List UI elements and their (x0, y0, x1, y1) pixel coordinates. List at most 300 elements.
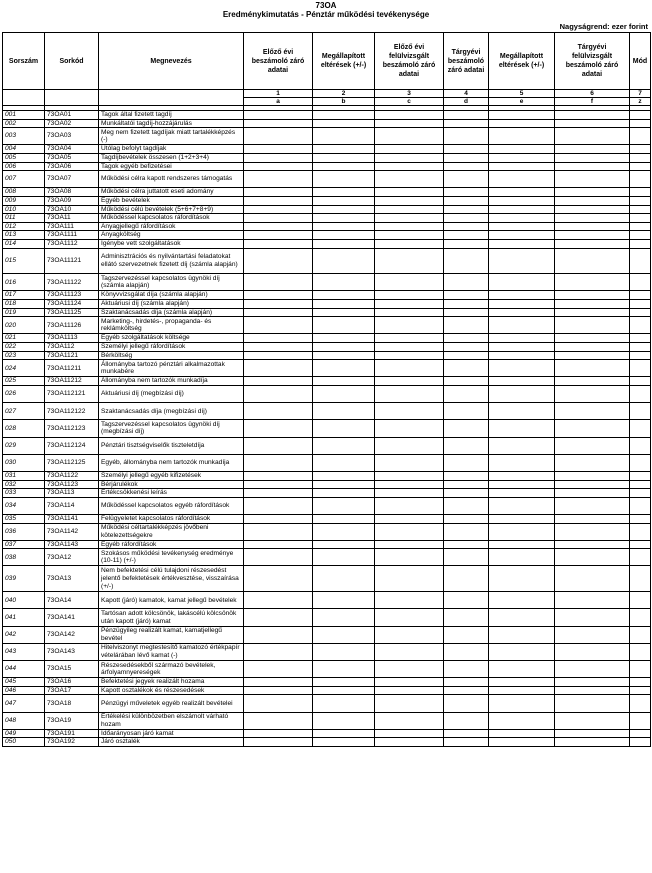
row-name: Működési céltartalékképzés jövőbeni kötelezettségekre (99, 523, 244, 540)
value-cell (489, 248, 555, 274)
value-cell (630, 214, 651, 223)
value-cell (555, 248, 630, 274)
row-code: 73OA11122 (45, 274, 99, 291)
value-cell (630, 317, 651, 334)
value-cell (244, 454, 313, 471)
value-cell (375, 343, 444, 352)
value-cell (444, 626, 489, 643)
value-cell (444, 317, 489, 334)
value-cell (630, 678, 651, 687)
table-row (3, 300, 651, 309)
row-name: Tagszervezéssel kapcsolatos ügynöki díj (megbízási díj) (99, 420, 244, 437)
value-cell (244, 334, 313, 343)
value-cell (375, 661, 444, 678)
value-cell (444, 386, 489, 403)
row-name: Tagszervezéssel kapcsolatos ügynöki díj (számla alapján) (99, 274, 244, 291)
value-cell (630, 497, 651, 514)
value-cell (444, 471, 489, 480)
value-cell (375, 609, 444, 626)
value-cell (244, 377, 313, 386)
value-cell (375, 291, 444, 300)
column-number: 2 (313, 90, 375, 98)
value-cell (244, 153, 313, 162)
value-cell (375, 523, 444, 540)
value-cell (630, 231, 651, 240)
row-code: 73OA16 (45, 678, 99, 687)
value-cell (375, 205, 444, 214)
value-cell (489, 497, 555, 514)
value-cell (555, 222, 630, 231)
value-cell (444, 729, 489, 738)
value-cell (375, 514, 444, 523)
row-name: Aktuáriusi díj (megbízási díj) (99, 386, 244, 403)
value-cell (630, 386, 651, 403)
table-row (3, 686, 651, 695)
value-cell (375, 686, 444, 695)
value-cell (244, 162, 313, 171)
table-row (3, 308, 651, 317)
value-cell (489, 386, 555, 403)
blank-cell (3, 90, 45, 106)
column-letter: a (244, 98, 313, 106)
row-code: 73OA112 (45, 343, 99, 352)
row-name: Szaktanácsadás díja (megbízási díj) (99, 403, 244, 420)
row-code: 73OA01 (45, 111, 99, 120)
column-letter: f (555, 98, 630, 106)
value-cell (375, 119, 444, 128)
row-code: 73OA191 (45, 729, 99, 738)
value-cell (555, 351, 630, 360)
value-cell (630, 308, 651, 317)
table-row (3, 497, 651, 514)
table-row (3, 171, 651, 188)
value-cell (244, 514, 313, 523)
value-cell (244, 403, 313, 420)
row-code: 73OA1122 (45, 471, 99, 480)
row-name: Időarányosan járó kamat (99, 729, 244, 738)
row-name: Utólag befolyt tagdíjak (99, 145, 244, 154)
value-cell (313, 196, 375, 205)
row-code: 73OA11121 (45, 248, 99, 274)
row-code: 73OA1142 (45, 523, 99, 540)
row-name: Egyéb, állományba nem tartozók munkadíja (99, 454, 244, 471)
value-cell (244, 566, 313, 592)
blank-cell (45, 90, 99, 106)
row-number: 047 (3, 695, 45, 712)
table-row (3, 128, 651, 145)
value-cell (630, 738, 651, 747)
table-row (3, 437, 651, 454)
row-code: 73OA113 (45, 489, 99, 498)
row-name: Munkáltatói tagdíj-hozzájárulás (99, 119, 244, 128)
value-cell (489, 540, 555, 549)
value-cell (555, 712, 630, 729)
value-cell (375, 188, 444, 197)
value-cell (375, 222, 444, 231)
value-cell (630, 437, 651, 454)
value-cell (630, 291, 651, 300)
row-code: 73OA12 (45, 549, 99, 566)
value-cell (313, 317, 375, 334)
value-cell (489, 686, 555, 695)
value-cell (555, 549, 630, 566)
row-name: Kapott (járó) kamatok, kamat jellegű bevételek (99, 592, 244, 609)
value-cell (244, 686, 313, 695)
value-cell (489, 111, 555, 120)
row-name: Egyéb szolgáltatások költsége (99, 334, 244, 343)
value-cell (555, 523, 630, 540)
value-cell (244, 738, 313, 747)
value-cell (555, 171, 630, 188)
table-row (3, 111, 651, 120)
value-cell (444, 592, 489, 609)
value-cell (444, 128, 489, 145)
value-cell (313, 661, 375, 678)
row-number: 013 (3, 231, 45, 240)
column-number: 3 (375, 90, 444, 98)
table-row (3, 523, 651, 540)
value-cell (375, 420, 444, 437)
value-cell (630, 239, 651, 248)
row-code: 73OA19 (45, 712, 99, 729)
value-cell (630, 549, 651, 566)
value-cell (444, 437, 489, 454)
row-number: 017 (3, 291, 45, 300)
value-cell (444, 497, 489, 514)
value-cell (555, 291, 630, 300)
column-number-row (3, 90, 651, 98)
value-cell (244, 643, 313, 660)
table-row (3, 592, 651, 609)
value-cell (313, 248, 375, 274)
value-cell (630, 188, 651, 197)
value-cell (313, 222, 375, 231)
value-cell (555, 540, 630, 549)
value-cell (489, 592, 555, 609)
value-cell (244, 609, 313, 626)
header-col1: Előző évi beszámoló záró adatai (244, 33, 313, 90)
row-code: 73OA10 (45, 205, 99, 214)
row-number: 038 (3, 549, 45, 566)
value-cell (244, 111, 313, 120)
value-cell (244, 119, 313, 128)
row-number: 023 (3, 351, 45, 360)
value-cell (375, 729, 444, 738)
row-number: 043 (3, 643, 45, 660)
row-number: 020 (3, 317, 45, 334)
value-cell (630, 523, 651, 540)
value-cell (630, 566, 651, 592)
row-code: 73OA1143 (45, 540, 99, 549)
table-row (3, 239, 651, 248)
row-code: 73OA112121 (45, 386, 99, 403)
value-cell (630, 609, 651, 626)
value-cell (444, 222, 489, 231)
row-number: 046 (3, 686, 45, 695)
table-row (3, 231, 651, 240)
row-name: Egyéb bevételek (99, 196, 244, 205)
row-name: Szokásos működési tevékenység eredménye (10-11) (+/-) (99, 549, 244, 566)
value-cell (375, 162, 444, 171)
value-cell (444, 334, 489, 343)
value-cell (313, 360, 375, 377)
value-cell (444, 712, 489, 729)
row-number: 021 (3, 334, 45, 343)
value-cell (244, 386, 313, 403)
value-cell (444, 308, 489, 317)
value-cell (630, 343, 651, 352)
value-cell (489, 738, 555, 747)
row-number: 041 (3, 609, 45, 626)
value-cell (244, 196, 313, 205)
row-number: 049 (3, 729, 45, 738)
value-cell (444, 549, 489, 566)
value-cell (555, 678, 630, 687)
table-row (3, 222, 651, 231)
row-name: Nem befektetési célú tulajdoni részesedést jelentő befektetések értékvesztése, visszaírása (+/-) (99, 566, 244, 592)
value-cell (630, 351, 651, 360)
value-cell (489, 514, 555, 523)
value-cell (313, 300, 375, 309)
value-cell (313, 489, 375, 498)
row-code: 73OA13 (45, 566, 99, 592)
row-name: Járó osztalék (99, 738, 244, 747)
row-code: 73OA112124 (45, 437, 99, 454)
value-cell (313, 291, 375, 300)
value-cell (630, 626, 651, 643)
value-cell (313, 471, 375, 480)
value-cell (375, 386, 444, 403)
row-number: 037 (3, 540, 45, 549)
value-cell (244, 480, 313, 489)
value-cell (630, 274, 651, 291)
value-cell (375, 592, 444, 609)
row-name: Állományba tartozó pénztári alkalmazottak munkabére (99, 360, 244, 377)
value-cell (444, 351, 489, 360)
table-row (3, 351, 651, 360)
value-cell (244, 145, 313, 154)
value-cell (313, 274, 375, 291)
value-cell (630, 205, 651, 214)
value-cell (444, 145, 489, 154)
header-col4: Tárgyévi beszámoló záró adatai (444, 33, 489, 90)
column-number: 4 (444, 90, 489, 98)
value-cell (555, 609, 630, 626)
value-cell (444, 566, 489, 592)
row-number: 006 (3, 162, 45, 171)
value-cell (489, 712, 555, 729)
row-code: 73OA09 (45, 196, 99, 205)
value-cell (489, 437, 555, 454)
value-cell (555, 360, 630, 377)
row-name: Könyvvizsgálat díja (számla alapján) (99, 291, 244, 300)
value-cell (444, 111, 489, 120)
table-row (3, 162, 651, 171)
row-code: 73OA11125 (45, 308, 99, 317)
table-row (3, 738, 651, 747)
value-cell (375, 239, 444, 248)
value-cell (444, 454, 489, 471)
column-letter: z (630, 98, 651, 106)
table-row (3, 188, 651, 197)
value-cell (489, 291, 555, 300)
row-number: 050 (3, 738, 45, 747)
value-cell (444, 609, 489, 626)
value-cell (630, 540, 651, 549)
row-code: 73OA112123 (45, 420, 99, 437)
value-cell (444, 119, 489, 128)
value-cell (313, 153, 375, 162)
value-cell (313, 351, 375, 360)
row-code: 73OA112122 (45, 403, 99, 420)
table-row (3, 334, 651, 343)
unit-note: Nagyságrend: ezer forint (559, 22, 648, 31)
row-name: Bérjárulékok (99, 480, 244, 489)
table-row (3, 626, 651, 643)
table-row (3, 274, 651, 291)
row-number: 002 (3, 119, 45, 128)
table-row (3, 343, 651, 352)
value-cell (313, 239, 375, 248)
value-cell (489, 231, 555, 240)
value-cell (375, 351, 444, 360)
row-number: 040 (3, 592, 45, 609)
value-cell (489, 351, 555, 360)
row-name: Adminisztrációs és nyilvántartási feladatokat ellátó szervezetnek fizetett díj (számla alapján) (99, 248, 244, 274)
value-cell (630, 128, 651, 145)
value-cell (313, 334, 375, 343)
value-cell (375, 437, 444, 454)
value-cell (444, 171, 489, 188)
value-cell (375, 549, 444, 566)
header-col7: Mód (630, 33, 651, 90)
value-cell (555, 514, 630, 523)
row-code: 73OA15 (45, 661, 99, 678)
value-cell (489, 609, 555, 626)
table-row (3, 695, 651, 712)
row-name: Hitelviszonyt megtestesítő kamatozó értékpapír vételárában lévő kamat (-) (99, 643, 244, 660)
value-cell (375, 274, 444, 291)
value-cell (375, 231, 444, 240)
row-code: 73OA111 (45, 222, 99, 231)
value-cell (630, 171, 651, 188)
row-name: Személyi jellegű egyéb kifizetések (99, 471, 244, 480)
table-row (3, 386, 651, 403)
row-name: Működéssel kapcsolatos egyéb ráfordítások (99, 497, 244, 514)
value-cell (313, 454, 375, 471)
row-number: 029 (3, 437, 45, 454)
row-code: 73OA142 (45, 626, 99, 643)
table-row (3, 729, 651, 738)
row-number: 033 (3, 489, 45, 498)
value-cell (313, 686, 375, 695)
row-number: 019 (3, 308, 45, 317)
value-cell (555, 377, 630, 386)
value-cell (489, 661, 555, 678)
value-cell (444, 239, 489, 248)
value-cell (489, 153, 555, 162)
value-cell (313, 712, 375, 729)
value-cell (375, 712, 444, 729)
value-cell (489, 471, 555, 480)
value-cell (489, 377, 555, 386)
row-code: 73OA1123 (45, 480, 99, 489)
value-cell (444, 196, 489, 205)
value-cell (555, 196, 630, 205)
table-row (3, 214, 651, 223)
value-cell (444, 360, 489, 377)
value-cell (313, 119, 375, 128)
header-col2: Megállapított eltérések (+/-) (313, 33, 375, 90)
row-name: Tagok egyéb befizetései (99, 162, 244, 171)
table-row (3, 514, 651, 523)
value-cell (244, 592, 313, 609)
value-cell (313, 678, 375, 687)
value-cell (375, 566, 444, 592)
table-row (3, 643, 651, 660)
row-name: Felügyeletet kapcsolatos ráfordítások (99, 514, 244, 523)
value-cell (630, 592, 651, 609)
row-code: 73OA02 (45, 119, 99, 128)
value-cell (489, 695, 555, 712)
row-name: Értékcsökkenési leírás (99, 489, 244, 498)
row-number: 026 (3, 386, 45, 403)
value-cell (244, 214, 313, 223)
value-cell (244, 420, 313, 437)
value-cell (555, 317, 630, 334)
value-cell (630, 403, 651, 420)
row-name: Befektetési jegyek realizált hozama (99, 678, 244, 687)
value-cell (444, 523, 489, 540)
row-name: Pénztári tisztségviselők tiszteletdíja (99, 437, 244, 454)
header-col3: Előző évi felülvizsgált beszámoló záró adatai (375, 33, 444, 90)
row-code: 73OA141 (45, 609, 99, 626)
row-number: 016 (3, 274, 45, 291)
value-cell (555, 188, 630, 197)
table-row (3, 712, 651, 729)
value-cell (244, 300, 313, 309)
table-row (3, 145, 651, 154)
row-name: Működési célra juttatott eseti adomány (99, 188, 244, 197)
table-row (3, 480, 651, 489)
value-cell (375, 128, 444, 145)
row-number: 035 (3, 514, 45, 523)
value-cell (313, 738, 375, 747)
row-code: 73OA14 (45, 592, 99, 609)
value-cell (244, 437, 313, 454)
value-cell (630, 454, 651, 471)
row-code: 73OA192 (45, 738, 99, 747)
value-cell (444, 188, 489, 197)
value-cell (489, 643, 555, 660)
value-cell (313, 480, 375, 489)
value-cell (244, 678, 313, 687)
value-cell (555, 661, 630, 678)
value-cell (555, 480, 630, 489)
value-cell (244, 540, 313, 549)
row-code: 73OA143 (45, 643, 99, 660)
value-cell (313, 566, 375, 592)
value-cell (444, 300, 489, 309)
row-number: 009 (3, 196, 45, 205)
value-cell (630, 480, 651, 489)
value-cell (489, 480, 555, 489)
value-cell (630, 111, 651, 120)
row-number: 014 (3, 239, 45, 248)
value-cell (375, 489, 444, 498)
value-cell (555, 300, 630, 309)
row-name: Pénzügyileg realizált kamat, kamatjellegű bevétel (99, 626, 244, 643)
